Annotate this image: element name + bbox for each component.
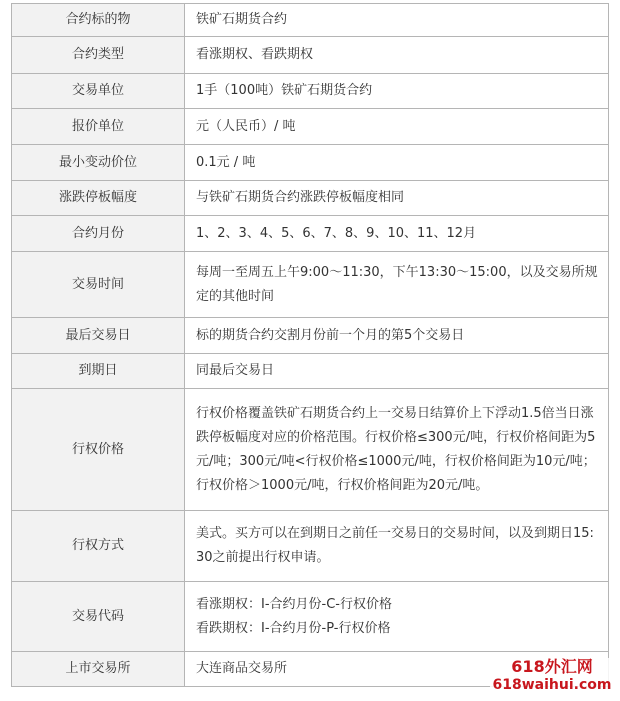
row-label: 交易代码	[12, 582, 185, 652]
row-label: 交易单位	[12, 74, 185, 109]
table-row	[12, 252, 609, 318]
row-value: 标的期货合约交割月份前一个月的第5个交易日	[185, 318, 609, 354]
table-row	[12, 181, 609, 216]
table-row	[12, 354, 609, 389]
row-value: 行权价格覆盖铁矿石期货合约上一交易日结算价上下浮动1.5倍当日涨跌停板幅度对应的价格范围。行权价格≤300元/吨，行权价格间距为5元/吨；300元/吨<行权价格≤1000元/吨，行权价格间距为10元/吨；行权价格＞1000元/吨，行权价格间距为20元/吨。	[185, 389, 609, 511]
row-label: 交易时间	[12, 252, 185, 318]
watermark-url: 618waihui.com	[492, 677, 612, 693]
table-row	[12, 511, 609, 582]
row-value: 元（人民币）/ 吨	[185, 109, 609, 145]
row-label: 行权方式	[12, 511, 185, 582]
row-value: 1、2、3、4、5、6、7、8、9、10、11、12月	[185, 216, 609, 252]
table-row	[12, 4, 609, 37]
trading-code-call: 看涨期权：I-合约月份-C-行权价格	[196, 596, 392, 612]
row-value: 每周一至周五上午9:00～11:30，下午13:30～15:00，以及交易所规定的其他时间	[185, 252, 609, 318]
row-value: 美式。买方可以在到期日之前任一交易日的交易时间，以及到期日15:30之前提出行权申请。	[185, 511, 609, 582]
row-value: 看涨期权、看跌期权	[185, 37, 609, 74]
row-value: 与铁矿石期货合约涨跌停板幅度相同	[185, 181, 609, 216]
row-label: 合约类型	[12, 37, 185, 74]
row-value: 铁矿石期货合约	[185, 4, 609, 37]
table-row	[12, 318, 609, 354]
table-row	[12, 216, 609, 252]
watermark-title: 618外汇网	[511, 657, 593, 676]
row-label: 行权价格	[12, 389, 185, 511]
table-row	[12, 37, 609, 74]
site-watermark	[490, 658, 614, 696]
row-value	[185, 582, 609, 652]
row-label: 到期日	[12, 354, 185, 389]
option-spec-table	[11, 3, 609, 687]
row-label: 最小变动价位	[12, 145, 185, 181]
row-label: 涨跌停板幅度	[12, 181, 185, 216]
row-value: 0.1元 / 吨	[185, 145, 609, 181]
row-value: 1手（100吨）铁矿石期货合约	[185, 74, 609, 109]
row-label: 上市交易所	[12, 652, 185, 687]
table-row	[12, 389, 609, 511]
row-value: 大连商品交易所	[185, 652, 609, 687]
row-label: 最后交易日	[12, 318, 185, 354]
row-value: 同最后交易日	[185, 354, 609, 389]
trading-code-put: 看跌期权：I-合约月份-P-行权价格	[196, 620, 391, 636]
row-label: 报价单位	[12, 109, 185, 145]
table-row	[12, 582, 609, 652]
row-label: 合约月份	[12, 216, 185, 252]
row-label: 合约标的物	[12, 4, 185, 37]
table-row	[12, 109, 609, 145]
table-row	[12, 74, 609, 109]
table-row	[12, 145, 609, 181]
